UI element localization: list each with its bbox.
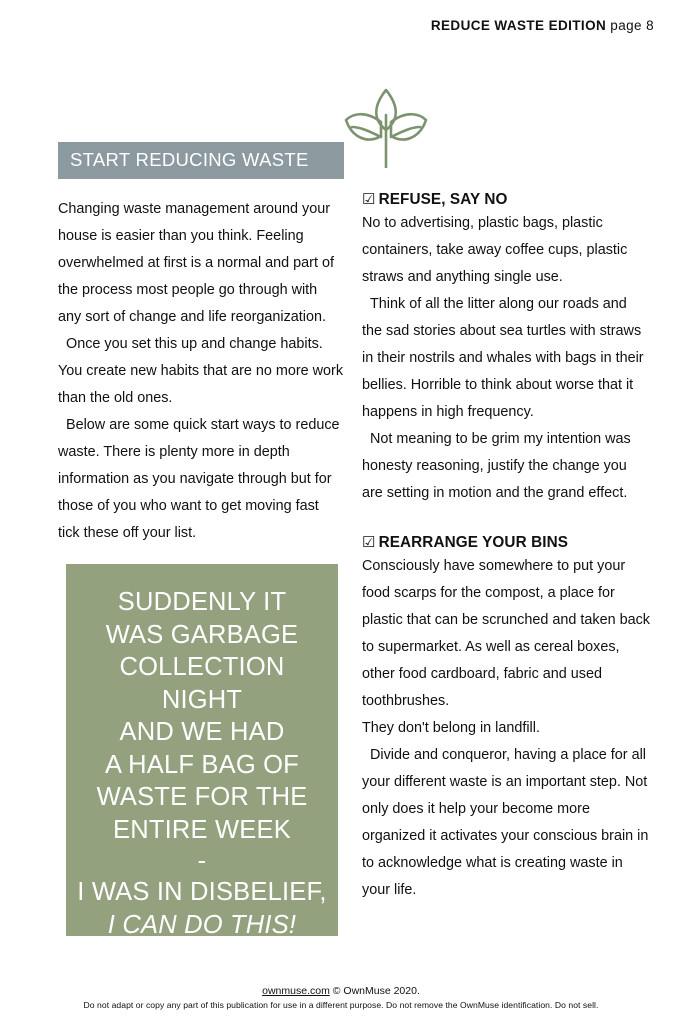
- footer-credit: [0, 985, 682, 997]
- heading-label: REFUSE, SAY NO: [378, 191, 508, 208]
- page-number-label: page 8: [610, 18, 654, 33]
- footer-disclaimer: Do not adapt or copy any part of this publication for use in a different purpose. Do not remove the OwnMuse identification. Do not sell.: [83, 1000, 599, 1010]
- paragraph: No to advertising, plastic bags, plastic containers, take away coffee cups, plastic straws and anything single use.: [362, 215, 628, 285]
- section-heading-refuse: [362, 190, 650, 209]
- left-column: [58, 142, 344, 547]
- section-heading-rearrange: [362, 533, 650, 552]
- quote-line: WASTE FOR THE: [96, 783, 308, 811]
- quote-line-divider: -: [197, 847, 207, 875]
- paragraph: Consciously have somewhere to put your food scarps for the compost, a place for plastic that can be scrunched and taken back to supermarket. As well as cereal boxes, other food cardboard, fabric and used toothbrushes.: [362, 558, 650, 709]
- checkbox-checked-icon[interactable]: ☑: [362, 191, 376, 208]
- quote-line: A HALF BAG OF: [105, 750, 299, 779]
- checkbox-checked-icon[interactable]: ☑: [362, 534, 376, 551]
- quote-line: NIGHT: [161, 685, 243, 714]
- left-column-body: [58, 196, 344, 547]
- checklist-section-rearrange: [362, 533, 650, 904]
- sprout-leaf-icon: [340, 82, 432, 168]
- paragraph: Think of all the litter along our roads and the sad stories about sea turtles with straws in their nostrils and whales with bags in their bellies. Horrible to think about worse that it happens in high frequency.: [362, 296, 644, 420]
- quote-line: WAS GARBAGE: [105, 620, 299, 649]
- quote-line: AND WE HAD: [119, 718, 285, 746]
- paragraph: Divide and conqueror, having a place for all your different waste is an important step. Not only does it help your become more organized it activates your conscious brain in to acknowledge what is creating waste in your life.: [362, 747, 649, 898]
- section-gap: [362, 507, 650, 533]
- paragraph: Below are some quick start ways to reduce waste. There is plenty more in depth information as you navigate through but for those of you who want to get moving fast tick these off your list.: [58, 417, 340, 541]
- quote-line: ENTIRE WEEK: [113, 815, 291, 844]
- quote-line: SUDDENLY IT: [117, 588, 287, 616]
- quote-line: I WAS IN DISBELIEF,: [77, 878, 327, 906]
- paragraph: They don't belong in landfill.: [362, 720, 540, 736]
- section-title-bar: START REDUCING WASTE: [58, 142, 344, 179]
- paragraph: Changing waste management around your house is easier than you think. Feeling overwhelmed at first is a normal and part of the process most people go through with any sort of change and life reorganization.: [58, 201, 334, 325]
- heading-label: REARRANGE YOUR BINS: [378, 534, 569, 551]
- quote-callout-box: [66, 564, 338, 939]
- copyright-label: © OwnMuse 2020.: [332, 985, 420, 997]
- quote-line-italic: I CAN DO THIS!: [107, 910, 297, 939]
- page-footer: [0, 985, 682, 1010]
- checklist-section-refuse: [362, 190, 650, 507]
- edition-label: REDUCE WASTE EDITION: [430, 18, 607, 33]
- website-link[interactable]: ownmuse.com: [262, 985, 330, 997]
- quote-line: COLLECTION: [119, 653, 285, 681]
- paragraph: Once you set this up and change habits. You create new habits that are no more work than the old ones.: [58, 336, 344, 406]
- paragraph: Not meaning to be grim my intention was honesty reasoning, justify the change you are setting in motion and the grand effect.: [362, 431, 631, 501]
- page-header: [431, 18, 654, 33]
- right-column: [362, 190, 650, 904]
